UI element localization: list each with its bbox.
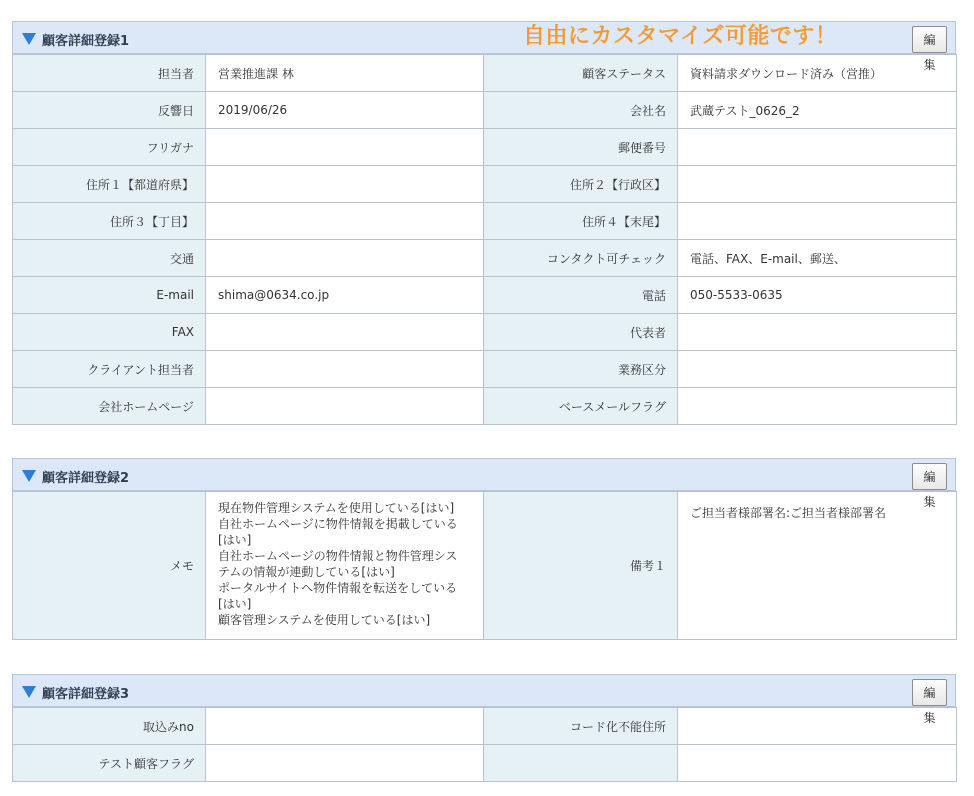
field-label: 電話	[484, 277, 678, 314]
collapse-triangle-icon[interactable]	[22, 33, 36, 45]
field-label: FAX	[13, 314, 206, 351]
field-label: ベースメールフラグ	[484, 388, 678, 425]
note-label: 備考１	[484, 492, 678, 640]
field-value: 武蔵テスト_0626_2	[678, 92, 957, 129]
table-row	[13, 240, 957, 277]
field-label: 取込みno	[13, 708, 206, 745]
field-value	[206, 388, 484, 425]
field-label: 担当者	[13, 55, 206, 92]
edit-button[interactable]: 編集	[912, 679, 947, 706]
edit-button[interactable]: 編集	[912, 463, 947, 490]
detail-table	[12, 707, 957, 782]
field-label: 業務区分	[484, 351, 678, 388]
field-label: 住所１【都道府県】	[13, 166, 206, 203]
table-row	[13, 203, 957, 240]
table-row	[13, 708, 957, 745]
section-header	[12, 674, 956, 725]
field-value	[206, 708, 484, 745]
field-label: 顧客ステータス	[484, 55, 678, 92]
section-title: 顧客詳細登録2	[42, 471, 130, 486]
field-value: 2019/06/26	[206, 92, 484, 129]
field-label: 住所３【丁目】	[13, 203, 206, 240]
field-label: コンタクト可チェック	[484, 240, 678, 277]
field-label: コード化不能住所	[484, 708, 678, 745]
customer-detail-section-1	[12, 21, 956, 425]
field-value	[206, 314, 484, 351]
field-value	[678, 708, 957, 745]
memo-line: ポータルサイトへ物件情報を転送をしている	[218, 581, 458, 595]
field-value	[678, 203, 957, 240]
section-header	[12, 21, 956, 72]
table-row	[13, 55, 957, 92]
table-row	[13, 388, 957, 425]
customer-detail-section-3	[12, 674, 956, 782]
section-title: 顧客詳細登録1	[42, 34, 130, 49]
table-row	[13, 745, 957, 782]
field-value	[678, 166, 957, 203]
field-value: shima@0634.co.jp	[206, 277, 484, 314]
table-row	[13, 351, 957, 388]
field-label: テスト顧客フラグ	[13, 745, 206, 782]
field-label: 反響日	[13, 92, 206, 129]
field-label: フリガナ	[13, 129, 206, 166]
field-label	[484, 745, 678, 782]
memo-line: [はい]	[218, 597, 252, 611]
table-row	[13, 492, 957, 640]
promo-text: 自由にカスタマイズ可能です！	[523, 24, 838, 49]
memo-line: 自社ホームページに物件情報を掲載している	[218, 517, 458, 531]
field-value	[678, 351, 957, 388]
field-value: 電話、FAX、E-mail、郵送、	[678, 240, 957, 277]
memo-label: メモ	[13, 492, 206, 640]
table-row	[13, 129, 957, 166]
field-value: 営業推進課 林	[206, 55, 484, 92]
field-value	[206, 240, 484, 277]
memo-line: テムの情報が連動している[はい]	[218, 565, 395, 579]
customer-detail-section-2	[12, 458, 956, 640]
field-label: 交通	[13, 240, 206, 277]
collapse-triangle-icon[interactable]	[22, 470, 36, 482]
memo-line: 顧客管理システムを使用している[はい]	[218, 613, 431, 627]
table-row	[13, 166, 957, 203]
field-value	[206, 745, 484, 782]
table-row	[13, 92, 957, 129]
detail-table	[12, 54, 957, 425]
field-label: 住所２【行政区】	[484, 166, 678, 203]
memo-line: 自社ホームページの物件情報と物件管理シス	[218, 549, 458, 563]
field-label: 代表者	[484, 314, 678, 351]
detail-table	[12, 491, 957, 640]
field-value: 050-5533-0635	[678, 277, 957, 314]
field-value	[206, 166, 484, 203]
memo-line: 現在物件管理システムを使用している[はい]	[218, 501, 455, 515]
table-row	[13, 277, 957, 314]
field-value	[678, 129, 957, 166]
field-label: 住所４【末尾】	[484, 203, 678, 240]
field-value	[678, 745, 957, 782]
note-value: ご担当者様部署名:ご担当者様部署名	[678, 492, 957, 640]
field-label: 郵便番号	[484, 129, 678, 166]
field-value: 資料請求ダウンロード済み（営推）	[678, 55, 957, 92]
field-value	[206, 351, 484, 388]
field-value	[678, 388, 957, 425]
field-label: 会社名	[484, 92, 678, 129]
edit-button[interactable]: 編集	[912, 26, 947, 53]
memo-line: [はい]	[218, 533, 252, 547]
field-label: 会社ホームページ	[13, 388, 206, 425]
memo-value	[206, 492, 484, 640]
field-label: E-mail	[13, 277, 206, 314]
field-value	[206, 129, 484, 166]
field-value	[678, 314, 957, 351]
field-value	[206, 203, 484, 240]
table-row	[13, 314, 957, 351]
section-title: 顧客詳細登録3	[42, 687, 130, 702]
field-label: クライアント担当者	[13, 351, 206, 388]
collapse-triangle-icon[interactable]	[22, 686, 36, 698]
